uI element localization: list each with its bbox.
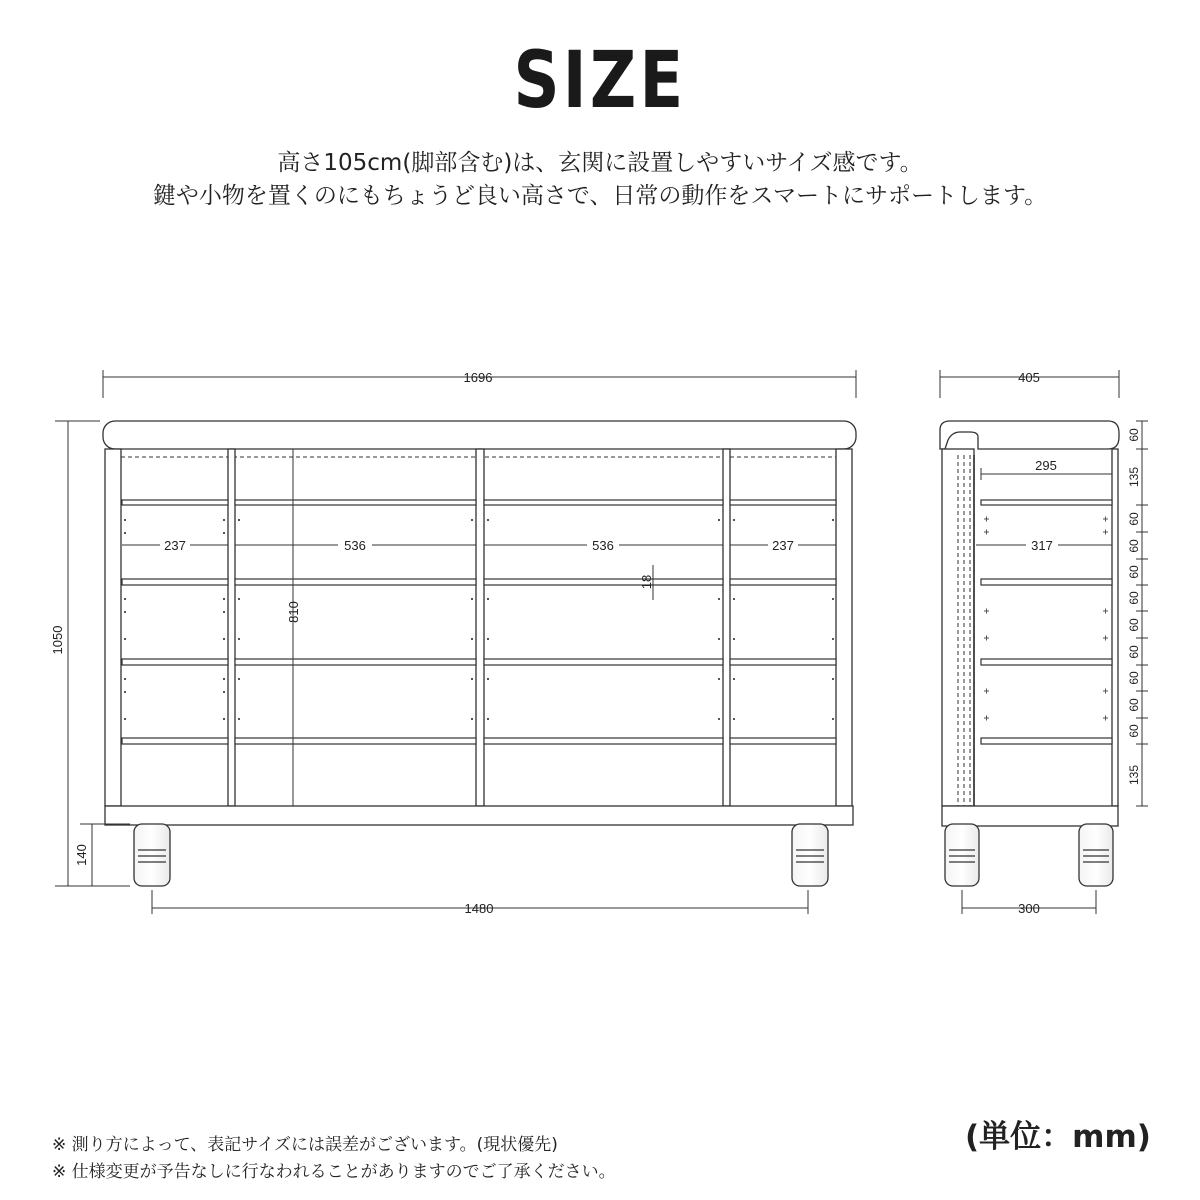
dim-inner-height: 810 xyxy=(286,601,301,623)
front-partition xyxy=(476,449,484,806)
front-dimension-lines xyxy=(55,370,856,914)
front-right-side xyxy=(836,449,852,806)
description-line-2: 鍵や小物を置くのにもちょうど良い高さで、日常の動作をスマートにサポートします。 xyxy=(152,183,1048,209)
side-legs xyxy=(945,824,1113,886)
dim-compartment-4: 237 xyxy=(772,538,794,553)
dim-side-shelf-depth: 295 xyxy=(1035,458,1057,473)
front-view xyxy=(103,421,856,886)
pitch-label: 60 xyxy=(1127,671,1141,685)
front-left-side xyxy=(105,449,121,806)
pitch-label: 60 xyxy=(1127,539,1141,553)
front-base-board xyxy=(105,806,853,825)
dim-compartment-1: 237 xyxy=(164,538,186,553)
pitch-label: 60 xyxy=(1127,698,1141,712)
dim-side-inner-depth: 317 xyxy=(1031,538,1053,553)
front-partition xyxy=(228,449,235,806)
dim-shelf-thickness: 18 xyxy=(639,574,654,590)
side-top-board xyxy=(940,421,1119,449)
dim-leg-height: 140 xyxy=(74,844,89,866)
unit-label: (単位：mm) xyxy=(965,1119,1151,1155)
pitch-label: 60 xyxy=(1127,645,1141,659)
front-top-board xyxy=(103,421,856,449)
pitch-label: 60 xyxy=(1127,591,1141,605)
pitch-label: 60 xyxy=(1127,428,1141,442)
pitch-label: 60 xyxy=(1127,512,1141,526)
dim-leg-span: 1480 xyxy=(464,901,494,916)
side-shelves xyxy=(981,500,1112,744)
side-base-board xyxy=(942,806,1118,826)
note-measurement: ※ 測り方によって、表記サイズには誤差がございます。(現状優先) xyxy=(52,1135,558,1155)
pitch-label: 60 xyxy=(1127,565,1141,579)
front-partition xyxy=(723,449,730,806)
dim-compartment-3: 536 xyxy=(592,538,614,553)
pitch-label: 60 xyxy=(1127,618,1141,632)
description-line-1: 高さ105cm(脚部含む)は、玄関に設置しやすいサイズ感です。 xyxy=(277,150,923,176)
dim-overall-height: 1050 xyxy=(50,625,65,655)
pitch-label: 135 xyxy=(1127,764,1141,786)
dim-side-depth: 405 xyxy=(1018,370,1040,385)
pitch-label: 135 xyxy=(1127,466,1141,488)
page-title: SIZE xyxy=(513,36,687,126)
side-view xyxy=(940,421,1119,886)
side-front-edge xyxy=(1112,449,1118,806)
dim-overall-width: 1696 xyxy=(463,370,493,385)
side-pitch-labels xyxy=(1127,428,1141,785)
note-spec-change: ※ 仕様変更が予告なしに行なわれることがありますのでご了承ください。 xyxy=(52,1162,616,1182)
dim-side-leg-span: 300 xyxy=(1018,901,1040,916)
front-legs xyxy=(134,824,828,886)
dim-compartment-2: 536 xyxy=(344,538,366,553)
pitch-label: 60 xyxy=(1127,724,1141,738)
